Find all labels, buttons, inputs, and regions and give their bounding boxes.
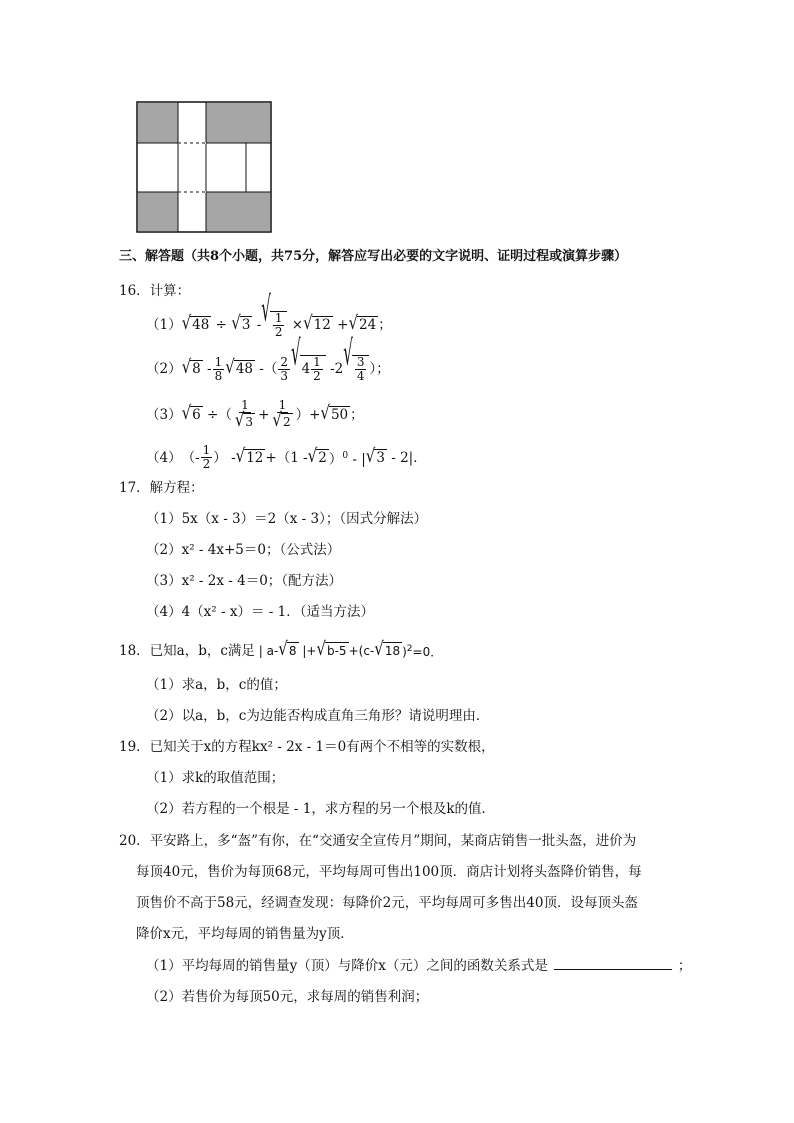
q16-part3-label: （3） (146, 407, 182, 423)
q16-part3: （3） √ 6 ÷（ 1 √ 3 + 1 √ 2 ）+ √ 50 ； (146, 398, 364, 431)
q18-part2: （2）以a，b，c为边能否构成直角三角形？请说明理由． (146, 708, 490, 724)
shaded-top-right (206, 103, 270, 143)
shaded-bottom-left (138, 192, 178, 231)
q20-line1: 20．平安路上，多“盔”有你，在“交通安全宣传月”期间，某商店销售一批头盔，进价为 (119, 833, 637, 849)
q19-heading: 19．已知关于x的方程kx² - 2x - 1＝0有两个不相等的实数根， (119, 739, 495, 755)
q20-part1 (146, 957, 691, 975)
q20-line2: 每顶40元，售价为每顶68元，平均每周可售出100顶．商店计划将头盔降价销售，每 (136, 864, 642, 880)
q16-part2: （2） √ 8 - $\frac{1}{8}$ √ 48 -（ $\frac{2}{3}$ √ 4 $\frac{1}{2}$ -2 √ $\frac{3}{4}$ ）； (146, 332, 390, 383)
q17-part1: （1）5x（x - 3）＝2（x - 3）；（因式分解法） (146, 511, 428, 527)
shaded-top-left (138, 103, 178, 143)
q19-part1: （1）求k的取值范围； (146, 770, 285, 786)
q20-part2: （2）若售价为每顶50元，求每周的销售利润； (146, 989, 429, 1005)
q16-part2-label: （2） (146, 361, 182, 377)
shaded-rectangle-figure (136, 101, 272, 233)
q20-line3: 顶售价不高于58元，经调查发现：每降价2元，平均每周可多售出40顶．设每顶头盔 (136, 895, 638, 911)
q16-part4: （4） （- $\frac{1}{2}$ ） - √ 12 +（1 - √ 2 ）$^0$ - | √ 3 - 2|． (146, 443, 427, 471)
q20-line4: 降价x元，平均每周的销售量为y顶． (136, 926, 354, 942)
q17-part2: （2）x² - 4x+5＝0；（公式法） (146, 542, 341, 558)
q18-heading-text: 18．已知a，b，c满足 (119, 642, 255, 659)
q17-part3: （3）x² - 2x - 4＝0；（配方法） (146, 573, 343, 589)
q16-part1-label: （1） (146, 317, 182, 333)
q18-part1: （1）求a，b，c的值； (146, 677, 287, 693)
q17-heading: 17．解方程： (119, 480, 204, 496)
section-title: 三、解答题（共8个小题，共75分，解答应写出必要的文字说明、证明过程或演算步骤） (119, 249, 628, 264)
q16-heading: 16．计算： (119, 283, 191, 299)
figure-svg (136, 101, 272, 233)
q18-heading: 18．已知a，b，c满足 | a- √ 8 |+ √ b-5 +(c- √ 18 )$^2$=0． (119, 636, 443, 660)
q20-part1-end: ； (677, 958, 692, 974)
answer-blank[interactable] (554, 957, 672, 970)
q19-part2: （2）若方程的一个根是 - 1，求方程的另一个根及k的值． (146, 801, 496, 817)
q17-part4: （4）4（x² - x）＝ - 1．（适当方法） (146, 604, 374, 620)
q16-part4-label: （4） (146, 449, 182, 466)
q16-part1: （1） √ 48 ÷ √ 3 - √ $\frac{1}{2}$ × √ 12 + √ 24 ； (146, 288, 392, 339)
q20-part1-text: （1）平均每周的销售量y（顶）与降价x（元）之间的函数关系式是 (146, 958, 548, 974)
shaded-bottom-right (206, 192, 270, 231)
